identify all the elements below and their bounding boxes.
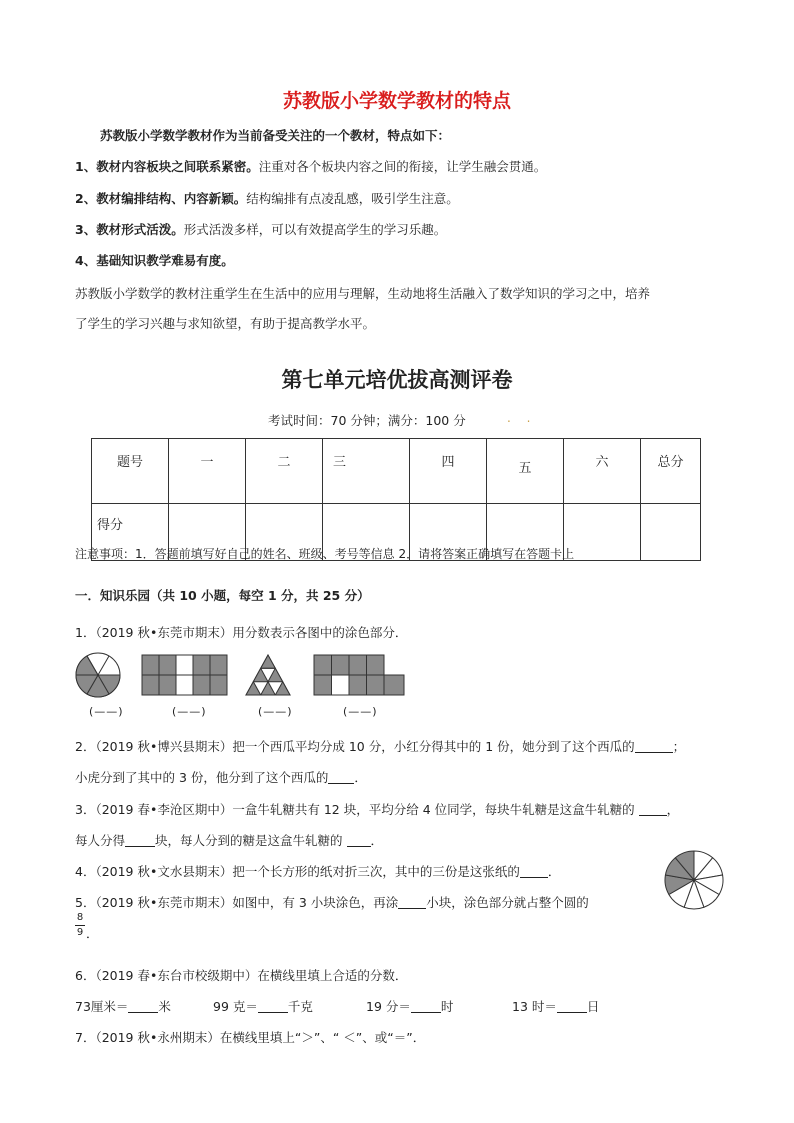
intro-point-1 <box>75 157 546 175</box>
intro-point-3 <box>75 220 446 238</box>
punctuation: ． <box>354 770 367 785</box>
decorative-dots: . . <box>507 411 537 425</box>
answer-paren[interactable]: (——) <box>258 705 293 718</box>
score-cell[interactable] <box>641 504 701 561</box>
intro-title: 苏教版小学数学教材的特点 <box>282 90 511 112</box>
intro-point-body: 形式活泼多样，可以有效提高学生的学习乐趣。 <box>183 222 447 237</box>
score-table-header-row <box>92 439 701 504</box>
intro-point-2 <box>75 189 459 207</box>
score-table-row-label: 得分 <box>92 504 169 561</box>
question-6-item-unit: 时 <box>440 999 454 1014</box>
intro-point-4 <box>75 251 234 269</box>
question-3-text: 块，每人分到的糖是这盒牛轧糖的 <box>155 833 343 848</box>
section-heading: 一．知识乐园（共 10 小题，每空 1 分，共 25 分） <box>75 588 370 603</box>
question-7: 7．（2019 秋•永州期末）在横线里填上“＞”、“ ＜”、或“＝”． <box>75 1030 426 1045</box>
answer-blank[interactable] <box>398 895 426 909</box>
question-2-text: 2．（2019 秋•博兴县期末）把一个西瓜平均分成 10 分，小红分得其中的 1 份，她分到了这个西瓜的 <box>75 739 635 754</box>
intro-point-num: 2、 <box>75 191 97 206</box>
question-6-item <box>213 997 313 1015</box>
figure-circle-sixths <box>76 653 120 697</box>
notice: 注意事项：1．答题前填写好自己的姓名、班级、考号等信息 2．请将答案正确填写在答题卡上 <box>75 547 575 561</box>
question-6: 6．（2019 春•东台市校级期中）在横线里填上合适的分数． <box>75 968 408 983</box>
question-6-item-unit: 日 <box>586 999 600 1014</box>
score-table-col: 四 <box>410 439 487 504</box>
answer-blank[interactable] <box>557 999 587 1013</box>
answer-paren[interactable]: (——) <box>172 705 207 718</box>
intro-point-body: 注重对各个板块内容之间的衔接，让学生融会贯通。 <box>258 159 547 174</box>
intro-point-head: 教材形式活泼。 <box>96 222 184 237</box>
question-5-text: 5．（2019 秋•东莞市期末）如图中，有 3 小块涂色，再涂 <box>75 895 399 910</box>
question-5-text: 小块，涂色部分就占整个圆的 <box>426 895 589 910</box>
punctuation: ． <box>547 864 561 879</box>
question-3-text: 每人分得 <box>75 833 126 848</box>
question-2-text: 小虎分到了其中的 3 份，他分到了这个西瓜的 <box>75 770 329 785</box>
answer-blank[interactable] <box>128 999 158 1013</box>
intro-paragraph-line-1: 苏教版小学数学的教材注重学生在生活中的应用与理解，生动地将生活融入了数学知识的学习之中，培养 <box>75 286 651 301</box>
question-6-item-left: 13 时＝ <box>512 999 557 1014</box>
question-5-circle-figure <box>663 849 725 911</box>
answer-blank[interactable] <box>125 833 155 847</box>
answer-blank[interactable] <box>635 739 673 753</box>
figure-irregular-grid <box>314 655 404 695</box>
score-table-col: 五 <box>487 439 564 504</box>
score-cell[interactable] <box>564 504 641 561</box>
answer-paren[interactable]: (——) <box>89 705 124 718</box>
answer-blank[interactable] <box>411 999 441 1013</box>
score-table <box>91 438 701 561</box>
intro-point-num: 3、 <box>75 222 97 237</box>
exam-meta: 考试时间：70 分钟；满分：100 分 <box>268 413 466 428</box>
fraction-eight-ninths <box>75 912 85 939</box>
question-6-item <box>366 997 453 1015</box>
question-6-item-left: 19 分＝ <box>366 999 411 1014</box>
question-6-item-left: 99 克＝ <box>213 999 258 1014</box>
score-table-col: 六 <box>564 439 641 504</box>
intro-point-head: 教材内容板块之间联系紧密。 <box>96 159 259 174</box>
question-6-item-left: 73厘米＝ <box>75 999 129 1014</box>
exam-title: 第七单元培优拔高测评卷 <box>281 367 513 392</box>
fraction-numerator: 8 <box>76 912 84 923</box>
question-2-line-2 <box>75 768 367 786</box>
question-6-item-unit: 米 <box>158 999 171 1014</box>
answer-blank[interactable] <box>639 802 667 816</box>
question-3-line-1 <box>75 800 679 818</box>
intro-point-num: 4、 <box>75 253 97 268</box>
answer-paren[interactable]: (——) <box>343 705 378 718</box>
punctuation: ， <box>666 802 680 817</box>
figure-rectangle-grid <box>142 655 227 695</box>
question-2-line-1 <box>75 737 685 755</box>
intro-lead: 苏教版小学数学教材作为当前备受关注的一个教材，特点如下： <box>100 128 451 143</box>
answer-blank[interactable] <box>328 770 354 784</box>
answer-blank[interactable] <box>520 864 548 878</box>
question-6-item <box>512 997 599 1015</box>
question-6-item <box>75 997 171 1015</box>
intro-point-body: 结构编排有点凌乱感，吸引学生注意。 <box>246 191 459 206</box>
intro-paragraph-line-2: 了学生的学习兴趣与求知欲望，有助于提高教学水平。 <box>75 316 376 331</box>
punctuation: ． <box>370 833 384 848</box>
question-1-figures <box>74 652 414 702</box>
question-3-line-2 <box>75 831 383 849</box>
question-5 <box>75 893 589 911</box>
question-1: 1．（2019 秋•东莞市期末）用分数表示各图中的涂色部分． <box>75 625 408 640</box>
answer-blank[interactable] <box>347 833 371 847</box>
intro-point-num: 1、 <box>75 159 97 174</box>
answer-blank[interactable] <box>258 999 288 1013</box>
question-4 <box>75 862 560 880</box>
score-table-col-total: 总分 <box>641 439 701 504</box>
score-table-row-label: 题号 <box>92 439 169 504</box>
score-table-col: 三 <box>323 439 410 504</box>
figure-triangle <box>246 655 290 695</box>
score-table-col: 一 <box>169 439 246 504</box>
fraction-denominator: 9 <box>76 927 84 938</box>
punctuation: ． <box>86 926 99 941</box>
question-3-text: 3．（2019 春•李沧区期中）一盒牛轧糖共有 12 块，平均分给 4 位同学，每块牛轧糖是这盒牛轧糖的 <box>75 802 635 817</box>
circle-ninths <box>665 851 723 909</box>
question-4-text: 4．（2019 秋•文水县期末）把一个长方形的纸对折三次，其中的三份是这张纸的 <box>75 864 520 879</box>
fraction-bar <box>75 925 85 926</box>
punctuation: ； <box>672 739 686 754</box>
score-table-col: 二 <box>246 439 323 504</box>
question-6-item-unit: 千克 <box>287 999 313 1014</box>
intro-point-head: 基础知识教学难易有度。 <box>96 253 234 268</box>
intro-point-head: 教材编排结构、内容新颖。 <box>96 191 247 206</box>
